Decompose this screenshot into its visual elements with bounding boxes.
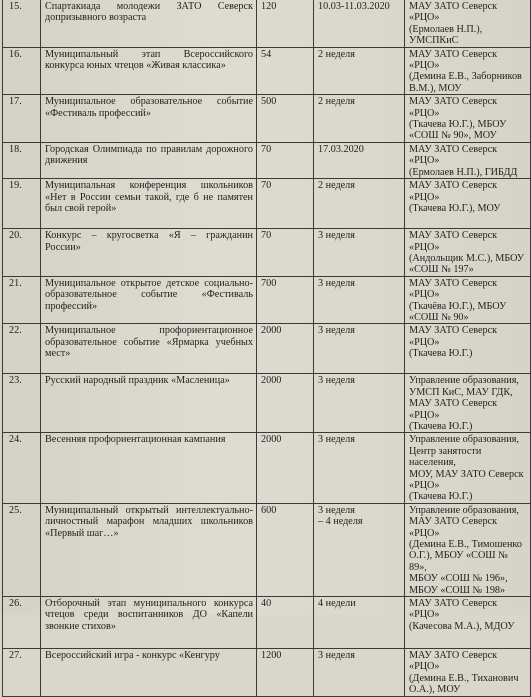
row-number: 15. xyxy=(3,0,41,47)
table-row xyxy=(3,229,531,277)
row-number: 20. xyxy=(3,229,41,277)
table-row xyxy=(3,374,531,433)
event-name: Муниципальное профориентационное образовательное событие «Ярмарка учебных мест» xyxy=(41,324,257,374)
responsible-org: МАУ ЗАТО Северск «РЦО» (Ткачева Ю.Г.), МОУ xyxy=(405,179,531,229)
responsible-org: МАУ ЗАТО Северск «РЦО» (Качесова М.А.), МДОУ xyxy=(405,597,531,649)
row-number: 24. xyxy=(3,433,41,503)
event-name: Муниципальное образовательное событие «Фестиваль профессий» xyxy=(41,95,257,143)
participant-count: 70 xyxy=(257,179,314,229)
participant-count: 1200 xyxy=(257,649,314,697)
row-number: 19. xyxy=(3,179,41,229)
event-date: 4 недели xyxy=(314,597,405,649)
event-name: Городская Олимпиада по правилам дорожного движения xyxy=(41,142,257,178)
row-number: 27. xyxy=(3,649,41,697)
table-row xyxy=(3,324,531,374)
event-date: 2 неделя xyxy=(314,95,405,143)
event-name: Отборочный этап муниципального конкурса чтецов среди воспитанников ДО «Капели звонкие стихов» xyxy=(41,597,257,649)
responsible-org: Управление образования, УМСП КиС, МАУ ГДК, МАУ ЗАТО Северск «РЦО» (Ткачева Ю.Г.) xyxy=(405,374,531,433)
event-name: Муниципальный открытый интеллектуально-личностный марафон младших школьников «Первый шаг…» xyxy=(41,503,257,596)
responsible-org: МАУ ЗАТО Северск «РЦО» (Андольщик М.С.), МБОУ «СОШ № 197» xyxy=(405,229,531,277)
participant-count: 700 xyxy=(257,276,314,324)
table-row xyxy=(3,503,531,596)
responsible-org: МАУ ЗАТО Северск «РЦО» (Ермолаев Н.П.), УМСПКиС xyxy=(405,0,531,47)
event-name: Весенняя профориентационная кампания xyxy=(41,433,257,503)
event-date: 3 неделя xyxy=(314,229,405,277)
row-number: 16. xyxy=(3,47,41,95)
participant-count: 54 xyxy=(257,47,314,95)
participant-count: 70 xyxy=(257,229,314,277)
event-date: 3 неделя xyxy=(314,433,405,503)
row-number: 23. xyxy=(3,374,41,433)
table-row xyxy=(3,649,531,697)
participant-count: 500 xyxy=(257,95,314,143)
event-name: Конкурс – кругосветка «Я – гражданин России» xyxy=(41,229,257,277)
event-date: 17.03.2020 xyxy=(314,142,405,178)
event-date: 2 неделя xyxy=(314,47,405,95)
responsible-org: Управление образования, Центр занятости населения, МОУ, МАУ ЗАТО Северск «РЦО» (Ткачева Ю.Г.) xyxy=(405,433,531,503)
row-number: 17. xyxy=(3,95,41,143)
row-number: 18. xyxy=(3,142,41,178)
row-number: 21. xyxy=(3,276,41,324)
events-table xyxy=(2,0,531,697)
participant-count: 600 xyxy=(257,503,314,596)
participant-count: 40 xyxy=(257,597,314,649)
event-name: Муниципальная конференция школьников «Нет в России семьи такой, где б не памятен был свой герой» xyxy=(41,179,257,229)
event-date: 3 неделя xyxy=(314,276,405,324)
participant-count: 2000 xyxy=(257,324,314,374)
table-row xyxy=(3,47,531,95)
event-name: Всероссийский игра - конкурс «Кенгуру xyxy=(41,649,257,697)
responsible-org: МАУ ЗАТО Северск «РЦО» (Ткачёва Ю.Г.), МБОУ «СОШ № 90» xyxy=(405,276,531,324)
table-row xyxy=(3,276,531,324)
responsible-org: МАУ ЗАТО Северск «РЦО» (Ткачева Ю.Г.) xyxy=(405,324,531,374)
participant-count: 70 xyxy=(257,142,314,178)
table-row xyxy=(3,179,531,229)
events-table-body xyxy=(3,0,531,696)
table-row xyxy=(3,433,531,503)
table-row xyxy=(3,95,531,143)
participant-count: 2000 xyxy=(257,433,314,503)
table-row xyxy=(3,597,531,649)
responsible-org: МАУ ЗАТО Северск «РЦО» (Демина Е.В., Заборников В.М.), МОУ xyxy=(405,47,531,95)
event-date: 2 неделя xyxy=(314,179,405,229)
table-row xyxy=(3,142,531,178)
event-date: 3 неделя xyxy=(314,649,405,697)
participant-count: 120 xyxy=(257,0,314,47)
row-number: 25. xyxy=(3,503,41,596)
row-number: 22. xyxy=(3,324,41,374)
responsible-org: Управление образования, МАУ ЗАТО Северск «РЦО» (Демина Е.В., Тимошенко О.Г.), МБОУ «СОШ № 89», МБОУ «СОШ № 196», МБОУ «СОШ № 198» xyxy=(405,503,531,596)
row-number: 26. xyxy=(3,597,41,649)
participant-count: 2000 xyxy=(257,374,314,433)
responsible-org: МАУ ЗАТО Северск «РЦО» (Ткачева Ю.Г.), МБОУ «СОШ № 90», МОУ xyxy=(405,95,531,143)
event-date: 3 неделя xyxy=(314,374,405,433)
responsible-org: МАУ ЗАТО Северск «РЦО» (Ермолаев Н.П.), ГИБДД xyxy=(405,142,531,178)
event-date: 3 неделя xyxy=(314,324,405,374)
event-date: 10.03-11.03.2020 xyxy=(314,0,405,47)
event-name: Муниципальный этап Всероссийского конкурса юных чтецов «Живая классика» xyxy=(41,47,257,95)
event-name: Русский народный праздник «Масленица» xyxy=(41,374,257,433)
responsible-org: МАУ ЗАТО Северск «РЦО» (Демина Е.В., Тиханович О.А.), МОУ xyxy=(405,649,531,697)
event-date: 3 неделя – 4 неделя xyxy=(314,503,405,596)
event-name: Спартакиада молодежи ЗАТО Северск допризывного возраста xyxy=(41,0,257,47)
table-row xyxy=(3,0,531,47)
event-name: Муниципальное открытое детское социально-образовательное событие «Фестиваль профессий» xyxy=(41,276,257,324)
